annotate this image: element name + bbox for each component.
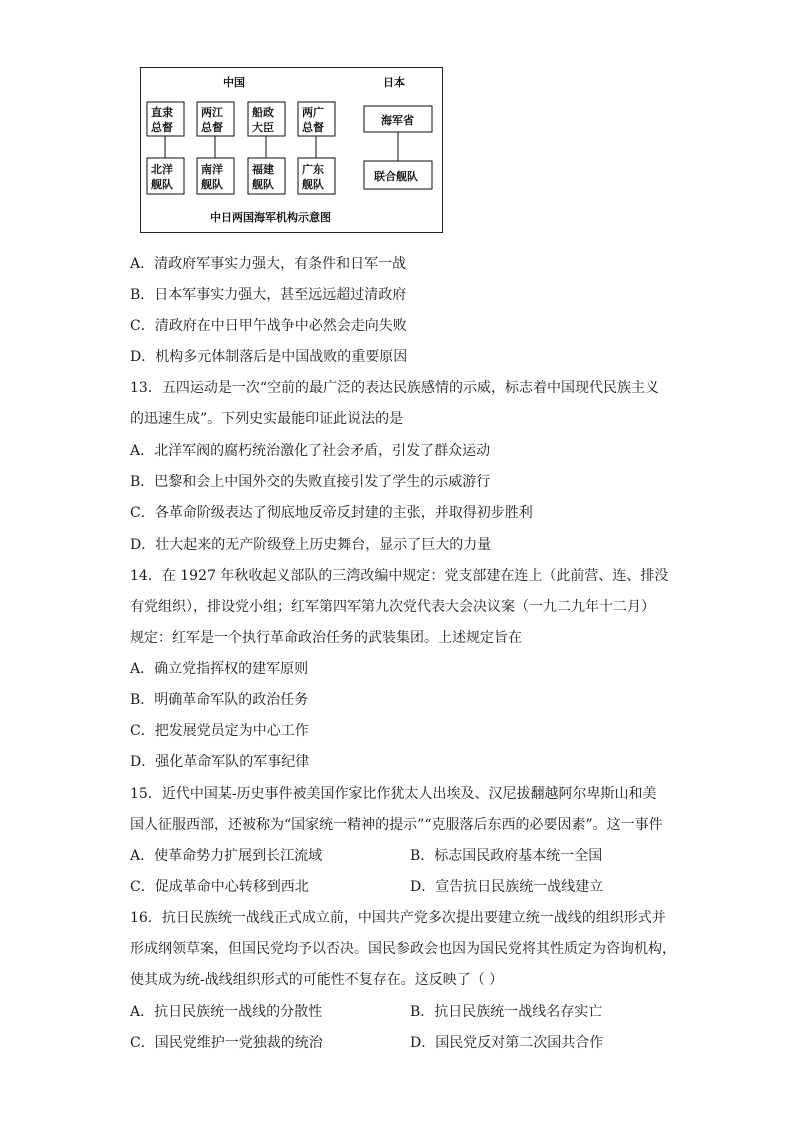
fujian-line1: 福建	[252, 163, 274, 176]
q12-option-d: D．机构多元体制落后是中国战败的重要原因	[130, 349, 408, 365]
q12-option-b: B．日本军事实力强大，甚至远远超过清政府	[130, 287, 407, 303]
liangjiang-line2: 总督	[201, 121, 223, 134]
nanyang-line1: 南洋	[201, 163, 223, 176]
liangguang-line1: 两广	[302, 106, 324, 119]
q13-option-d: D．壮大起来的无产阶级登上历史舞台，显示了巨大的力量	[130, 537, 492, 553]
q13-stem-line2: 的迅速生成”。下列史实最能印证此说法的是	[130, 411, 404, 427]
liangjiang-line1: 两江	[201, 106, 223, 119]
q15-stem-line2: 国人征服西部，还被称为“国家统一精神的提示”“克服落后东西的必要因素”。这一事件	[130, 817, 663, 833]
q16-stem-line1: 16．抗日民族统一战线正式成立前，中国共产党多次提出要建立统一战线的组织形式并	[130, 910, 666, 926]
q12-option-c: C．清政府在中日甲午战争中必然会走向失败	[130, 318, 407, 334]
diagram-caption: 中日两国海军机构示意图	[210, 211, 331, 224]
q14-option-b: B．明确革命军队的政治任务	[130, 692, 309, 708]
q14-stem-line1: 14．在 1927 年秋收起义部队的三湾改编中规定：党支部建在连上（此前营、连、排没	[130, 568, 669, 584]
q13-option-b: B．巴黎和会上中国外交的失败直接引发了学生的示威游行	[130, 474, 491, 490]
nanyang-line2: 舰队	[201, 178, 223, 191]
guangdong-line2: 舰队	[302, 178, 324, 191]
shipping-line2: 大臣	[252, 121, 274, 134]
liangguang-line2: 总督	[302, 121, 324, 134]
q14-option-a: A．确立党指挥权的建军原则	[130, 661, 309, 677]
q13-stem-line1: 13．五四运动是一次“空前的最广泛的表达民族感情的示威，标志着中国现代民族主义	[130, 380, 659, 396]
q16-stem-line3: 使其成为统-战线组织形式的可能性不复存在。这反映了（ ）	[130, 972, 504, 988]
q15-option-b: B．标志国民政府基本统一全国	[410, 848, 603, 864]
beiyang-line1: 北洋	[151, 163, 173, 176]
q15-option-d: D．宣告抗日民族统一战线建立	[410, 879, 604, 895]
beiyang-line2: 舰队	[151, 178, 173, 191]
q16-option-d: D．国民党反对第二次国共合作	[410, 1035, 604, 1051]
q16-option-b: B．抗日民族统一战线名存实亡	[410, 1004, 603, 1020]
fujian-line2: 舰队	[252, 178, 274, 191]
navy-structure-diagram	[140, 67, 443, 233]
q14-option-c: C．把发展党员定为中心工作	[130, 723, 309, 739]
q16-stem-line2: 形成纲领草案，但国民党均予以否决。国民参政会也因为国民党将其性质定为咨询机构，	[130, 941, 676, 957]
zhili-line2: 总督	[151, 121, 173, 134]
zhili-line1: 直隶	[151, 106, 173, 119]
guangdong-line1: 广东	[302, 163, 324, 176]
q16-option-a: A．抗日民族统一战线的分散性	[130, 1004, 323, 1020]
q15-option-a: A．使革命势力扩展到长江流域	[130, 848, 323, 864]
diagram-china-label: 中国	[223, 76, 245, 89]
q14-option-d: D．强化革命军队的军事纪律	[130, 754, 310, 770]
q14-stem-line2: 有党组织），排设党小组；红军第四军第九次党代表大会决议案（一九二九年十二月）	[130, 599, 655, 615]
navy-ministry-label: 海军省	[381, 114, 414, 127]
shipping-line1: 船政	[252, 106, 274, 119]
diagram-japan-label: 日本	[383, 76, 405, 89]
q13-option-c: C．各革命阶级表达了彻底地反帝反封建的主张，并取得初步胜利	[130, 505, 533, 521]
q15-option-c: C．促成革命中心转移到西北	[130, 879, 309, 895]
q15-stem-line1: 15．近代中国某-历史事件被美国作家比作犹太人出埃及、汉尼拔翻越阿尔卑斯山和美	[130, 786, 657, 802]
q13-option-a: A．北洋军阀的腐朽统治激化了社会矛盾，引发了群众运动	[130, 443, 491, 459]
combined-fleet-label: 联合舰队	[374, 170, 418, 183]
q14-stem-line3: 规定：红军是一个执行革命政治任务的武装集团。上述规定旨在	[130, 630, 522, 646]
q12-option-a: A．清政府军事实力强大，有条件和日军一战	[130, 256, 407, 272]
q16-option-c: C．国民党维护一党独裁的统治	[130, 1035, 323, 1051]
